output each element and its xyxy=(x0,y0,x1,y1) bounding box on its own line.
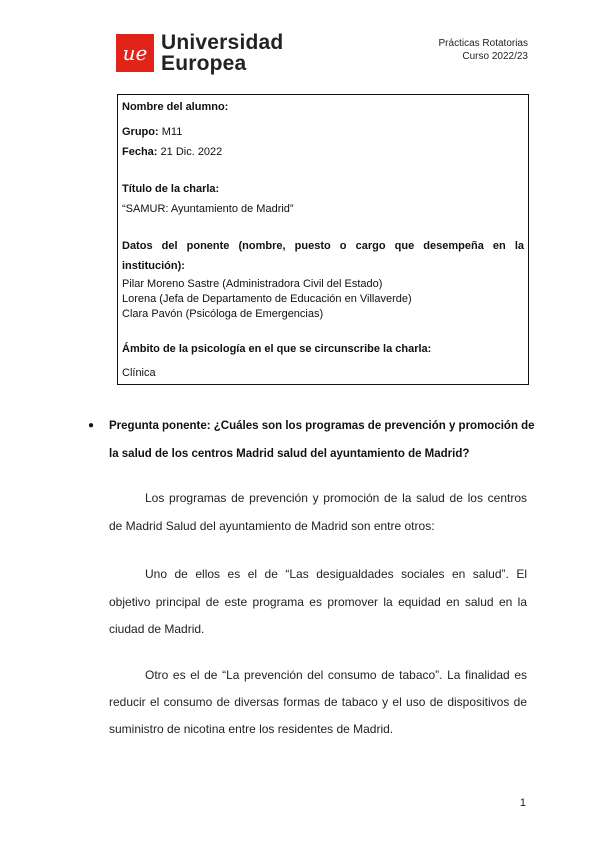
paragraph-1-line-1: Los programas de prevención y promoción de la salud de los centros xyxy=(145,491,527,505)
paragraph-3-line-2: reducir el consumo de diversas formas de tabaco y el uso de dispositivos de xyxy=(109,695,527,709)
group-label: Grupo: xyxy=(122,126,159,138)
student-info-box xyxy=(117,94,529,385)
header-line-1: Prácticas Rotatorias xyxy=(438,38,528,49)
question-line-1: Pregunta ponente: ¿Cuáles son los programas de prevención y promoción de xyxy=(109,420,535,432)
paragraph-2-line-3: ciudad de Madrid. xyxy=(109,622,205,636)
paragraph-1-line-2: de Madrid Salud del ayuntamiento de Madrid son entre otros: xyxy=(109,519,435,533)
speaker-item: Pilar Moreno Sastre (Administradora Civil del Estado) xyxy=(122,278,383,290)
talk-title-label: Título de la charla: xyxy=(122,183,220,195)
speaker-item: Lorena (Jefa de Departamento de Educación en Villaverde) xyxy=(122,293,412,305)
date-label: Fecha: xyxy=(122,146,158,158)
date-value: 21 Dic. 2022 xyxy=(157,146,223,158)
paragraph-2-line-1: Uno de ellos es el de “Las desigualdades sociales en salud”. El xyxy=(145,567,527,581)
date-row xyxy=(122,146,524,158)
bullet-point: ● xyxy=(88,420,95,431)
header-line-2: Curso 2022/23 xyxy=(462,51,528,62)
group-value: M11 xyxy=(158,126,183,138)
question-line-2: la salud de los centros Madrid salud del ayuntamiento de Madrid? xyxy=(109,448,470,460)
speaker-item: Clara Pavón (Psicóloga de Emergencias) xyxy=(122,308,324,320)
logo-line-2: Europea xyxy=(161,52,247,75)
scope-value: Clínica xyxy=(122,367,156,379)
logo-wordmark xyxy=(161,32,283,74)
student-name-label: Nombre del alumno: xyxy=(122,101,229,113)
paragraph-2-line-2: objetivo principal de este programa es promover la equidad en salud en la xyxy=(109,595,527,609)
paragraph-3-line-3: suministro de nicotina entre los residentes de Madrid. xyxy=(109,722,394,736)
header-course-info xyxy=(439,37,528,63)
ue-logo-icon xyxy=(116,34,154,72)
speaker-label-line-1: Datos del ponente (nombre, puesto o cargo que desempeña en la xyxy=(122,240,524,252)
paragraph-3-line-1: Otro es el de “La prevención del consumo de tabaco”. La finalidad es xyxy=(145,668,527,682)
logo-mark-text: ue xyxy=(122,41,148,65)
scope-label: Ámbito de la psicología en el que se circunscribe la charla: xyxy=(122,343,432,355)
page-number: 1 xyxy=(519,797,526,809)
university-logo xyxy=(116,32,283,74)
logo-line-1: Universidad xyxy=(161,31,284,54)
talk-title-value: “SAMUR: Ayuntamiento de Madrid” xyxy=(122,203,294,215)
group-row xyxy=(122,126,524,138)
speaker-label-line-2: institución): xyxy=(122,260,185,272)
